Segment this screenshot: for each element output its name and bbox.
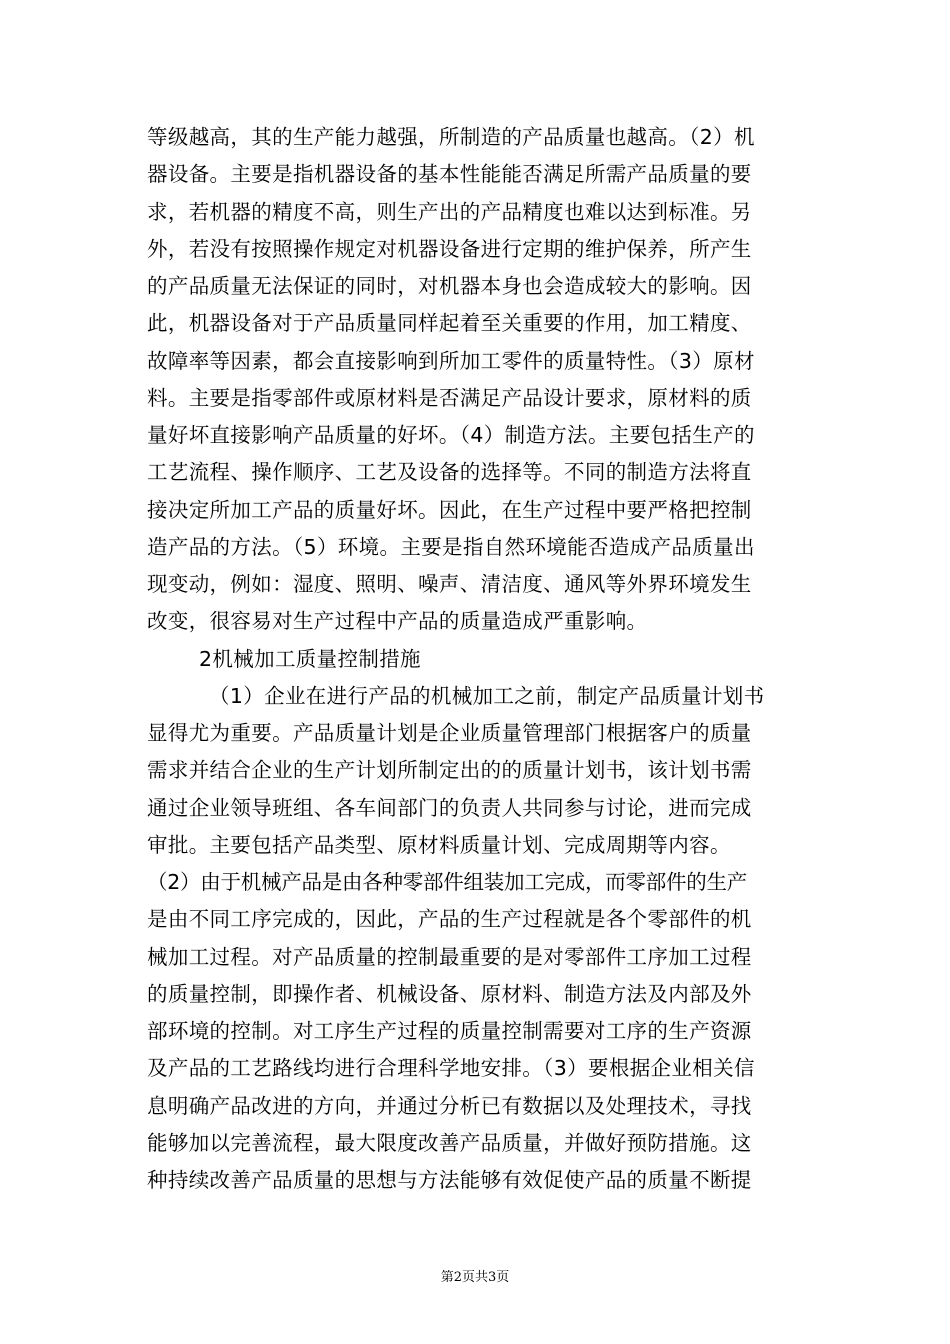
text-line: 的产品质量无法保证的同时，对机器本身也会造成较大的影响。因 [147,274,752,298]
text-line: 显得尤为重要。产品质量计划是企业质量管理部门根据客户的质量 [147,721,752,745]
text-line: 部环境的控制。对工序生产过程的质量控制需要对工序的生产资源 [147,1019,752,1043]
text-line: 工艺流程、操作顺序、工艺及设备的选择等。不同的制造方法将直 [147,460,752,485]
text-line: 的质量控制，即操作者、机械设备、原材料、制造方法及内部及外 [147,981,752,1006]
text-line: 量好坏直接影响产品质量的好坏。（4）制造方法。主要包括生产的 [147,423,755,447]
text-line: 息明确产品改进的方向，并通过分析已有数据以及处理技术，寻找 [147,1093,752,1118]
page-number: 第2页共3页 [440,1270,510,1285]
text-line: 种持续改善产品质量的思想与方法能够有效促使产品的质量不断提 [147,1168,752,1192]
text-line: 料。主要是指零部件或原材料是否满足产品设计要求，原材料的质 [147,385,752,410]
text-line: 审批。主要包括产品类型、原材料质量计划、完成周期等内容。 [147,832,731,857]
text-line: 现变动，例如：湿度、照明、噪声、清洁度、通风等外界环境发生 [147,572,752,596]
text-line: 是由不同工序完成的，因此，产品的生产过程就是各个零部件的机 [147,907,752,932]
text-line: 通过企业领导班组、各车间部门的负责人共同参与讨论，进而完成 [147,795,752,820]
text-line: 故障率等因素，都会直接影响到所加工零件的质量特性。（3）原材 [147,348,755,373]
text-line: 造产品的方法。（5）环境。主要是指自然环境能否造成产品质量出 [147,534,755,559]
text-line: 接决定所加工产品的质量好坏。因此，在生产过程中要严格把控制 [147,497,752,522]
text-line: 器设备。主要是指机器设备的基本性能能否满足所需产品质量的要 [147,162,752,187]
text-line: （1）企业在进行产品的机械加工之前，制定产品质量计划书 [209,683,765,708]
text-line: 此，机器设备对于产品质量同样起着至关重要的作用，加工精度、 [147,311,752,336]
body-text [147,119,807,1199]
text-line: 能够加以完善流程，最大限度改善产品质量，并做好预防措施。这 [147,1130,752,1155]
text-line: （2）由于机械产品是由各种零部件组装加工完成，而零部件的生产 [147,870,748,894]
text-line: 及产品的工艺路线均进行合理科学地安排。（3）要根据企业相关信 [147,1056,755,1081]
text-line: 等级越高，其的生产能力越强，所制造的产品质量也越高。（2）机 [147,125,755,149]
text-line: 求，若机器的精度不高，则生产出的产品精度也难以达到标准。另 [147,199,752,224]
section-heading: 2机械加工质量控制措施 [199,646,421,671]
text-line: 需求并结合企业的生产计划所制定出的的质量计划书，该计划书需 [147,758,752,783]
text-line: 改变，很容易对生产过程中产品的质量造成严重影响。 [147,609,648,634]
text-line: 外，若没有按照操作规定对机器设备进行定期的维护保养，所产生 [147,236,752,261]
text-line: 械加工过程。对产品质量的控制最重要的是对零部件工序加工过程 [147,944,752,969]
